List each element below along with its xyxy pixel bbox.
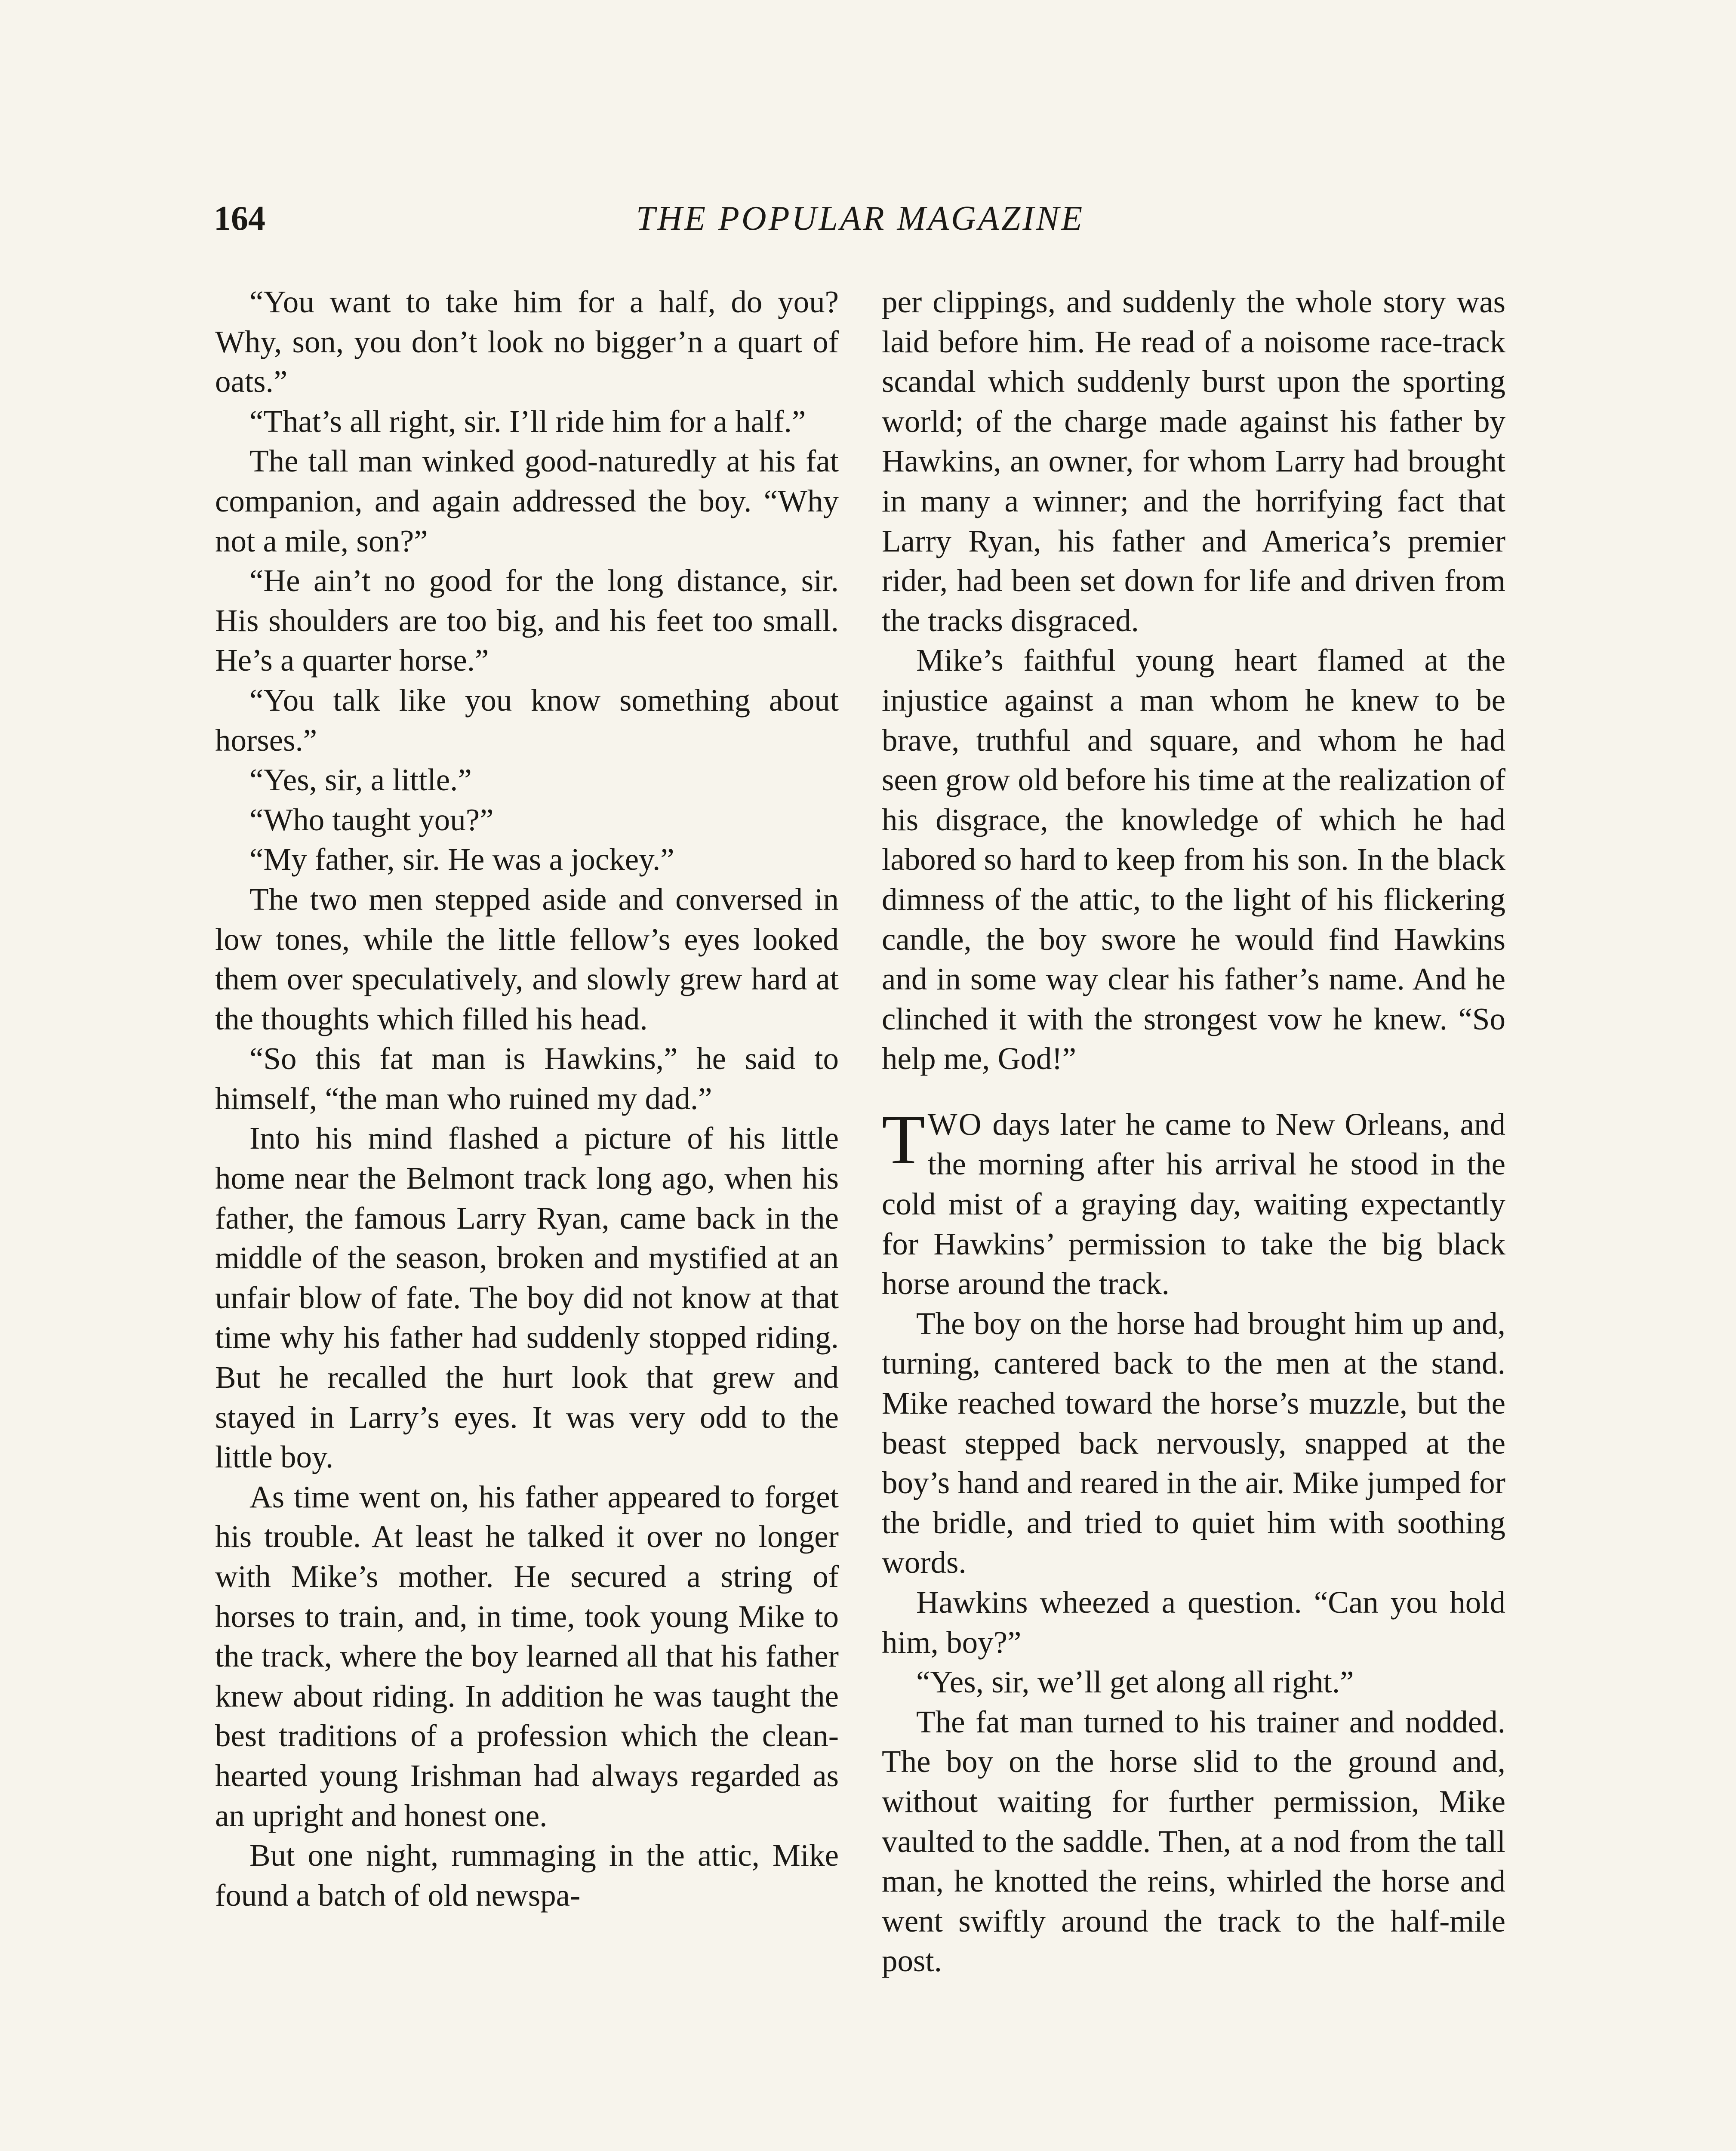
paragraph: “Who taught you?” (249, 802, 494, 837)
paragraph: “My father, sir. He was a jockey.” (249, 842, 674, 877)
paragraph: The boy on the horse had brought him up and, turning, cantered back to the men at the stand. Mike reached toward the horse’s muzzle, but the beast stepped back nervously, snapped at the boy’s hand and reared in the air. Mike jumped for the bridle, and tried to quiet him with soothing words. (882, 1306, 1505, 1580)
drop-cap: T (882, 1100, 925, 1179)
left-column (215, 282, 839, 1915)
right-column (882, 282, 1505, 1981)
running-head: THE POPULAR MAGAZINE (636, 200, 1085, 237)
paragraph: “Yes, sir, we’ll get along all right.” (916, 1664, 1354, 1700)
paragraph: “So this fat man is Hawkins,” he said to himself, “the man who ruined my dad.” (215, 1041, 839, 1116)
page-number: 164 (214, 200, 265, 237)
paragraph: But one night, rummaging in the attic, Mike found a batch of old newspa- (215, 1838, 839, 1913)
paragraph-continuation: per clippings, and suddenly the whole story was laid before him. He read of a noisome race-track scandal which suddenly burst upon the sporting world; of the charge made against his father by Hawkins, an owner, for whom Larry had brought in many a winner; and the horrifying fact that Larry Ryan, his father and America’s premier rider, had been set down for life and driven from the tracks disgraced. (882, 284, 1505, 638)
paragraph: Hawkins wheezed a question. “Can you hold him, boy?” (882, 1585, 1505, 1660)
paragraph: Into his mind flashed a picture of his little home near the Belmont track long ago, when his father, the famous Larry Ryan, came back in the middle of the season, broken and mystified at an unfair blow of fate. The boy did not know at that time why his father had suddenly stopped riding. But he recalled the hurt look that grew and stayed in Larry’s eyes. It was very odd to the little boy. (215, 1121, 839, 1475)
paragraph: The tall man winked good-naturedly at his fat companion, and again addressed the boy. “Why not a mile, son?” (215, 444, 839, 558)
section-opening-text: days later he came to New Orleans, and the morning after his arrival he stood in the cold mist of a graying day, waiting expectantly for Hawkins’ permission to take the big black horse around the track. (882, 1106, 1505, 1301)
section-opening-paragraph (882, 1100, 1505, 1304)
small-caps-lead: WO (927, 1106, 983, 1142)
paragraph: “You talk like you know something about horses.” (215, 682, 839, 758)
paragraph: The fat man turned to his trainer and nodded. The boy on the horse slid to the ground and, without waiting for further permission, Mike vaulted to the saddle. Then, at a nod from the tall man, he knotted the reins, whirled the horse and went swiftly around the track to the half-mile post. (882, 1704, 1505, 1978)
paragraph: Mike’s faithful young heart flamed at the injustice against a man whom he knew to be brave, truthful and square, and whom he had seen grow old before his time at the realization of his disgrace, the knowledge of which he had labored so hard to keep from his son. In the black dimness of the attic, to the light of his flickering candle, the boy swore he would find Hawkins and in some way clear his father’s name. And he clinched it with the strongest vow he knew. “So help me, God!” (882, 643, 1505, 1076)
paragraph: The two men stepped aside and conversed in low tones, while the little fellow’s eyes looked them over speculatively, and slowly grew hard at the thoughts which filled his head. (215, 881, 839, 1036)
paragraph: “You want to take him for a half, do you? Why, son, you don’t look no bigger’n a quart of oats.” (215, 284, 839, 399)
paragraph: “Yes, sir, a little.” (249, 762, 472, 798)
paragraph: “He ain’t no good for the long distance, sir. His shoulders are too big, and his feet too small. He’s a quarter horse.” (215, 563, 839, 678)
paragraph: As time went on, his father appeared to forget his trouble. At least he talked it over no longer with Mike’s mother. He secured a string of horses to train, and, in time, took young Mike to the track, where the boy learned all that his father knew about riding. In addition he was taught the best traditions of a profession which the clean-hearted young Irishman had always regarded as an upright and honest one. (215, 1479, 839, 1833)
paragraph: “That’s all right, sir. I’ll ride him for a half.” (249, 404, 806, 439)
